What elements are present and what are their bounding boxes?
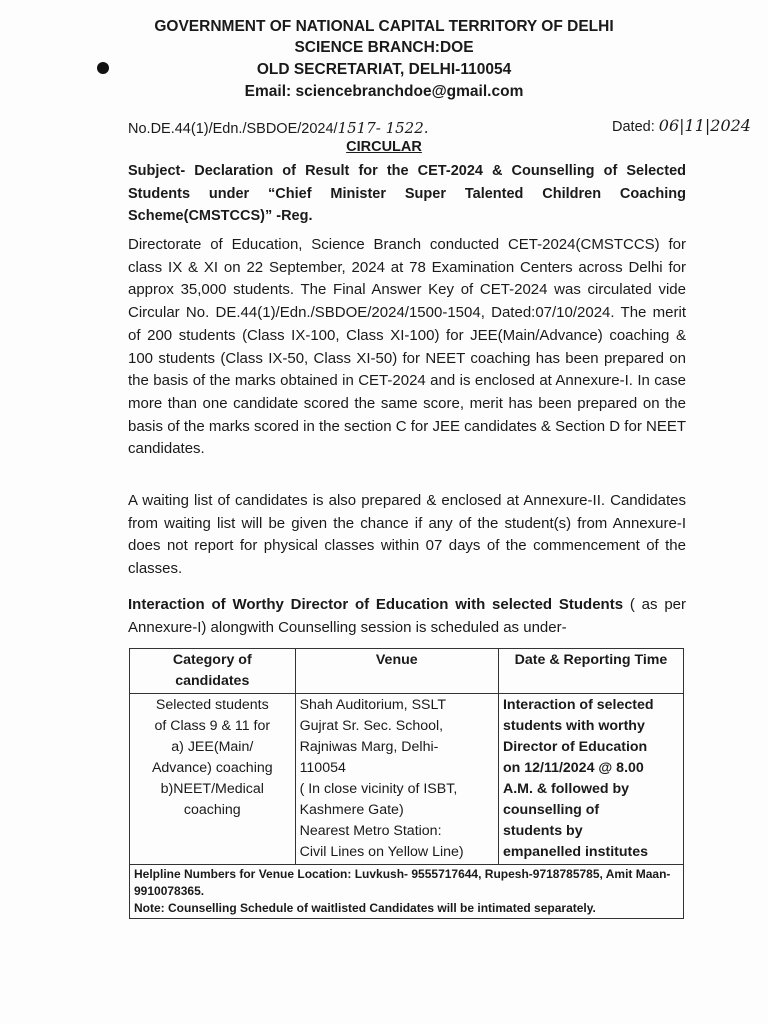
dated-handwritten: 06|11|2024 [658, 116, 751, 135]
venue-line: Shah Auditorium, SSLT [299, 697, 446, 713]
date-line: Director of Education [502, 739, 648, 755]
venue-line: ( In close vicinity of ISBT, [299, 781, 458, 797]
paragraph-result-declaration: Directorate of Education, Science Branch conducted CET-2024(CMSTCCS) for class IX & XI on 22 September, 2024 at 78 Examination Centers across Delhi for approx 35,000 students. The Final Answer Key of CET-2024 was circulated vide Circular No. DE.44(1)/Edn./SBDOE/2024/1500-1504, Dated:07/10/2024. The merit of 200 students (Class IX-100, Class XI-100) for JEE(Main/Advance) coaching & 100 students (Class IX-50, Class XI-50) for NEET coaching has been prepared on the basis of the marks obtained in CET-2024 and is enclosed at Annexure-I. In case more than one candidate scored the same score, merit has been prepared on the basis of the marks scored in the section C for JEE candidates & Section D for NEET candidates. [128, 236, 686, 458]
header-date: Date & Reporting Time [498, 649, 683, 694]
header-email: Email: sciencebranchdoe@gmail.com [244, 83, 524, 100]
dated [612, 116, 751, 135]
date-line: on 12/11/2024 @ 8.00 [502, 760, 644, 776]
schedule-table [129, 648, 684, 919]
reference-number-prefix: No.DE.44(1)/Edn./SBDOE/2024/ [128, 121, 338, 137]
paragraph-interaction-bold: Interaction of Worthy Director of Education with selected Students [128, 596, 624, 613]
cell-venue [295, 694, 498, 865]
category-line: Advance) coaching [151, 760, 273, 776]
paragraph-waiting-list: A waiting list of candidates is also prepared & enclosed at Annexure-II. Candidates from waiting list will be given the chance if any of the student(s) from Annexure-I does not report for physical classes within 07 days of the commencement of the classes. [128, 492, 686, 578]
waitlist-note: Note: Counselling Schedule of waitlisted Candidates will be intimated separately. [134, 901, 596, 915]
header-venue: Venue [295, 649, 498, 694]
reference-number-handwritten: 1517- 1522. [337, 119, 429, 137]
venue-line: Kashmere Gate) [299, 802, 404, 818]
paragraph-interaction-rest: ( as per Annexure-I) alongwith Counselling session is scheduled as under- [128, 596, 686, 636]
circular-title: CIRCULAR [346, 139, 422, 155]
schedule-footer [130, 865, 684, 919]
helpline-numbers: Helpline Numbers for Venue Location: Luvkush- 9555717644, Rupesh-9718785785, Amit Maan- 9910078365. [134, 867, 671, 898]
reference-number [128, 119, 429, 137]
category-line: coaching [183, 802, 241, 818]
cell-date [498, 694, 683, 865]
date-line: A.M. & followed by [502, 781, 630, 797]
cell-category [130, 694, 296, 865]
venue-line: Rajniwas Marg, Delhi- [299, 739, 439, 755]
date-line: students with worthy [502, 718, 645, 734]
date-line: Interaction of selected [502, 697, 654, 713]
venue-line: 110054 [299, 760, 346, 776]
schedule-header-row [130, 649, 684, 694]
schedule-footer-row [130, 865, 684, 919]
dated-label: Dated: [612, 119, 655, 135]
date-line: empanelled institutes [502, 844, 649, 860]
date-line: students by [502, 823, 583, 839]
schedule-row [130, 694, 684, 865]
venue-line: Nearest Metro Station: [299, 823, 442, 839]
date-line: counselling of [502, 802, 600, 818]
header-address: OLD SECRETARIAT, DELHI-110054 [256, 61, 512, 78]
header-category: Category of candidates [130, 649, 296, 694]
category-line: Selected students [155, 697, 269, 713]
venue-line: Civil Lines on Yellow Line) [299, 844, 464, 860]
category-line: a) JEE(Main/ [171, 739, 254, 755]
venue-line: Gujrat Sr. Sec. School, [299, 718, 444, 734]
subject: Subject- Declaration of Result for the CET-2024 & Counselling of Selected Students under “Chief Minister Super Talented Children Coaching Scheme(CMSTCCS)” -Reg. [128, 163, 686, 224]
paragraph-interaction [128, 594, 686, 639]
category-line: of Class 9 & 11 for [154, 718, 271, 734]
category-line: b)NEET/Medical [160, 781, 264, 797]
header-government: GOVERNMENT OF NATIONAL CAPITAL TERRITORY OF DELHI [154, 18, 614, 35]
header-branch: SCIENCE BRANCH:DOE [294, 39, 474, 56]
